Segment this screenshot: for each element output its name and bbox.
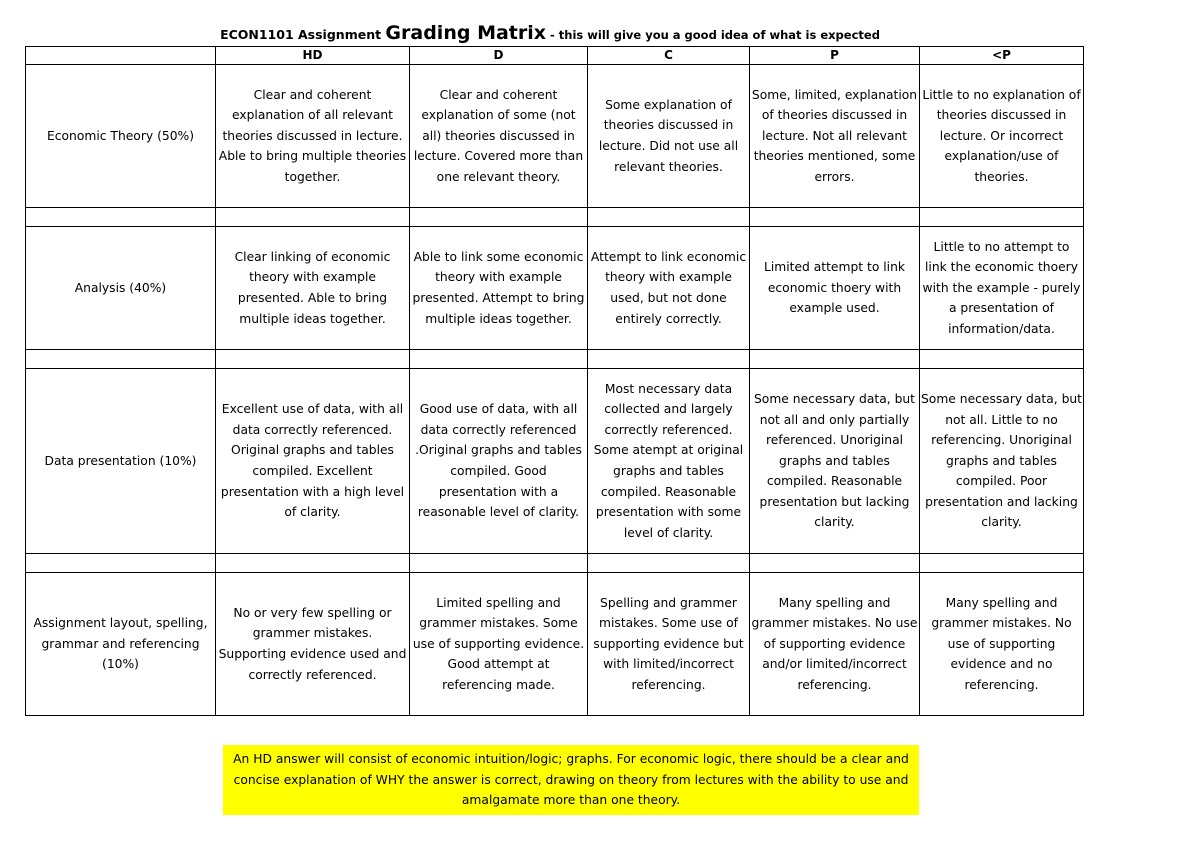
grade-header-d: D bbox=[410, 47, 588, 65]
cell-hd: No or very few spelling or grammer mistakes. Supporting evidence used and correctly referenced. bbox=[216, 573, 410, 716]
cell-below-p: Some necessary data, but not all. Little to no referencing. Unoriginal graphs and tables compiled. Poor presentation and lacking clarity. bbox=[920, 369, 1084, 554]
grade-header-hd: HD bbox=[216, 47, 410, 65]
cell-d: Able to link some economic theory with example presented. Attempt to bring multiple ideas together. bbox=[410, 227, 588, 350]
hd-answer-note: An HD answer will consist of economic intuition/logic; graphs. For economic logic, there should be a clear and concise explanation of WHY the answer is correct, drawing on theory from lectures with the ability to use and amalgamate more than one theory. bbox=[223, 745, 919, 815]
criterion-layout-spelling: Assignment layout, spelling, grammar and referencing (10%) bbox=[26, 573, 216, 716]
cell-c: Spelling and grammer mistakes. Some use of supporting evidence but with limited/incorrect referencing. bbox=[588, 573, 750, 716]
cell-p: Limited attempt to link economic thoery with example used. bbox=[750, 227, 920, 350]
table-row bbox=[26, 227, 1084, 350]
header-row bbox=[26, 47, 1084, 65]
title-prefix: ECON1101 Assignment bbox=[220, 27, 386, 42]
cell-below-p: Many spelling and grammer mistakes. No use of supporting evidence and no referencing. bbox=[920, 573, 1084, 716]
criterion-analysis: Analysis (40%) bbox=[26, 227, 216, 350]
cell-hd: Clear and coherent explanation of all relevant theories discussed in lecture. Able to bring multiple theories together. bbox=[216, 65, 410, 208]
cell-p: Some, limited, explanation of theories discussed in lecture. Not all relevant theories mentioned, some errors. bbox=[750, 65, 920, 208]
spacer-row bbox=[26, 208, 1084, 227]
title-main: Grading Matrix bbox=[385, 22, 547, 44]
grade-header-below-p: <P bbox=[920, 47, 1084, 65]
cell-c: Most necessary data collected and largely correctly referenced. Some atempt at original graphs and tables compiled. Reasonable presentation with some level of clarity. bbox=[588, 369, 750, 554]
cell-hd: Excellent use of data, with all data correctly referenced. Original graphs and tables compiled. Excellent presentation with a high level of clarity. bbox=[216, 369, 410, 554]
cell-d: Limited spelling and grammer mistakes. Some use of supporting evidence. Good attempt at referencing made. bbox=[410, 573, 588, 716]
grading-matrix-table bbox=[25, 46, 1084, 716]
grade-header-c: C bbox=[588, 47, 750, 65]
criterion-economic-theory: Economic Theory (50%) bbox=[26, 65, 216, 208]
title-suffix: - this will give you a good idea of what is expected bbox=[546, 28, 880, 42]
table-row bbox=[26, 573, 1084, 716]
cell-c: Attempt to link economic theory with example used, but not done entirely correctly. bbox=[588, 227, 750, 350]
cell-d: Clear and coherent explanation of some (not all) theories discussed in lecture. Covered more than one relevant theory. bbox=[410, 65, 588, 208]
spacer-row bbox=[26, 350, 1084, 369]
cell-p: Many spelling and grammer mistakes. No use of supporting evidence and/or limited/incorrect referencing. bbox=[750, 573, 920, 716]
cell-p: Some necessary data, but not all and only partially referenced. Unoriginal graphs and tables compiled. Reasonable presentation but lacking clarity. bbox=[750, 369, 920, 554]
cell-c: Some explanation of theories discussed in lecture. Did not use all relevant theories. bbox=[588, 65, 750, 208]
spacer-row bbox=[26, 554, 1084, 573]
table-row bbox=[26, 369, 1084, 554]
table-row bbox=[26, 65, 1084, 208]
cell-below-p: Little to no attempt to link the economic thoery with the example - purely a presentation of information/data. bbox=[920, 227, 1084, 350]
criterion-data-presentation: Data presentation (10%) bbox=[26, 369, 216, 554]
page-title bbox=[0, 22, 1100, 44]
header-blank bbox=[26, 47, 216, 65]
cell-d: Good use of data, with all data correctly referenced .Original graphs and tables compiled. Good presentation with a reasonable level of clarity. bbox=[410, 369, 588, 554]
grade-header-p: P bbox=[750, 47, 920, 65]
cell-below-p: Little to no explanation of theories discussed in lecture. Or incorrect explanation/use of theories. bbox=[920, 65, 1084, 208]
cell-hd: Clear linking of economic theory with example presented. Able to bring multiple ideas together. bbox=[216, 227, 410, 350]
